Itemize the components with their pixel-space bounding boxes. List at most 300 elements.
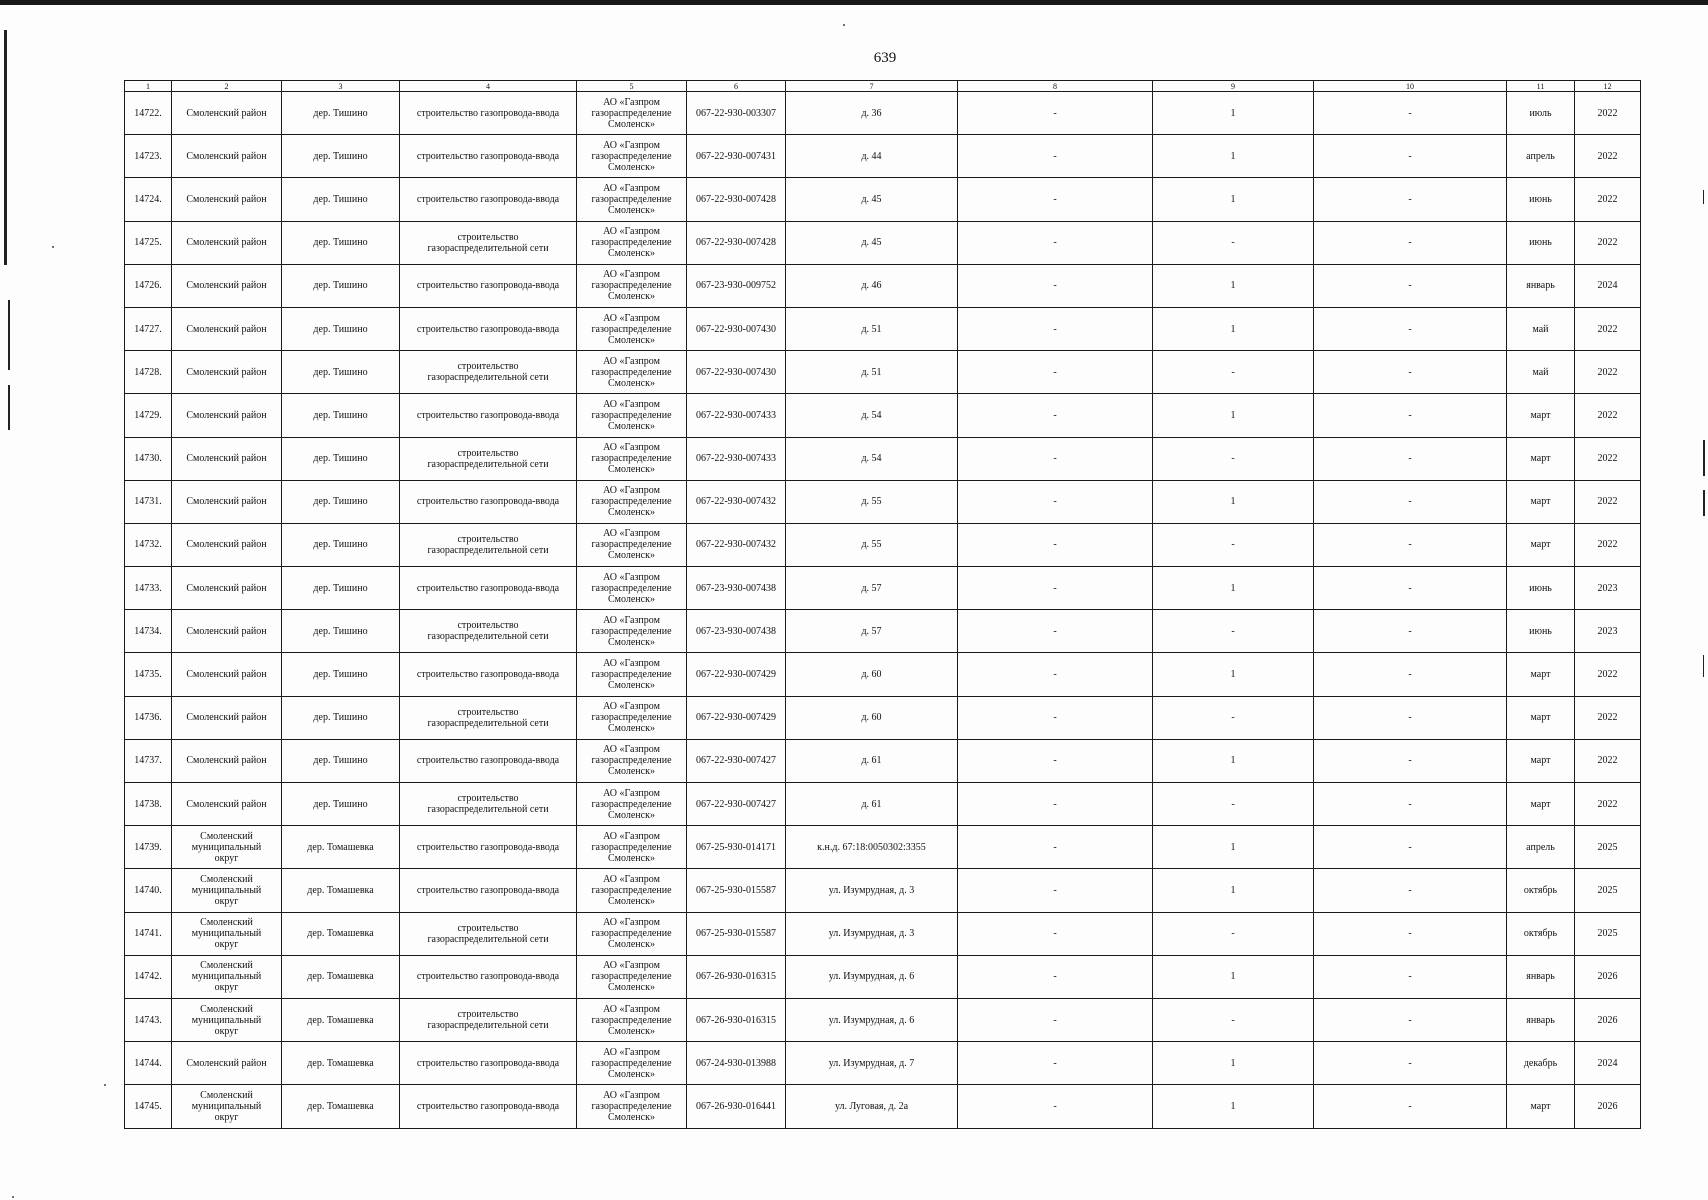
- address-cell: д. 46: [786, 264, 958, 307]
- year-cell: 2024: [1575, 1042, 1641, 1085]
- column-8-cell: -: [958, 437, 1153, 480]
- column-header-5: 5: [577, 81, 687, 92]
- locality-cell: дер. Тишино: [282, 264, 400, 307]
- work-type-cell-line: газораспределительной сети: [427, 933, 549, 945]
- owner-cell: [577, 869, 687, 912]
- column-8-cell: -: [958, 523, 1153, 566]
- row-number-cell: 14728.: [125, 351, 172, 394]
- owner-cell: [577, 221, 687, 264]
- scan-speck: [104, 1084, 106, 1086]
- column-10-cell: -: [1314, 135, 1507, 178]
- work-type-cell: [400, 912, 577, 955]
- owner-cell-line: АО «Газпром: [603, 744, 660, 756]
- address-cell: д. 44: [786, 135, 958, 178]
- work-type-cell: строительство газопровода-ввода: [400, 135, 577, 178]
- column-9-cell: -: [1153, 696, 1314, 739]
- month-cell: март: [1507, 696, 1575, 739]
- table-row: [125, 826, 1641, 869]
- table-row: [125, 869, 1641, 912]
- month-cell: июль: [1507, 92, 1575, 135]
- owner-cell-line: Смоленск»: [608, 982, 655, 994]
- owner-cell-line: Смоленск»: [608, 291, 655, 303]
- row-number-cell: 14731.: [125, 480, 172, 523]
- work-type-cell-line: строительство: [457, 793, 519, 805]
- locality-cell: дер. Тишино: [282, 307, 400, 350]
- locality-cell: дер. Томашевка: [282, 955, 400, 998]
- owner-cell-line: газораспределение: [591, 798, 672, 810]
- row-number-cell: 14742.: [125, 955, 172, 998]
- owner-cell-line: Смоленск»: [608, 1068, 655, 1080]
- owner-cell-line: газораспределение: [591, 150, 672, 162]
- table-row: [125, 264, 1641, 307]
- registration-code-cell: 067-23-930-007438: [687, 610, 786, 653]
- column-8-cell: -: [958, 178, 1153, 221]
- month-cell: октябрь: [1507, 869, 1575, 912]
- year-cell: 2022: [1575, 221, 1641, 264]
- month-cell: май: [1507, 307, 1575, 350]
- scan-margin-mark: [4, 30, 7, 265]
- owner-cell-line: АО «Газпром: [603, 355, 660, 367]
- address-cell: д. 57: [786, 567, 958, 610]
- row-number-cell: 14729.: [125, 394, 172, 437]
- table-row: [125, 480, 1641, 523]
- row-number-cell: 14739.: [125, 826, 172, 869]
- work-type-cell: [400, 351, 577, 394]
- owner-cell-line: газораспределение: [591, 193, 672, 205]
- owner-cell-line: газораспределение: [591, 928, 672, 940]
- year-cell: 2022: [1575, 739, 1641, 782]
- row-number-cell: 14735.: [125, 653, 172, 696]
- owner-cell: [577, 523, 687, 566]
- owner-cell-line: Смоленск»: [608, 723, 655, 735]
- column-8-cell: -: [958, 826, 1153, 869]
- registration-code-cell: 067-22-930-007430: [687, 307, 786, 350]
- owner-cell-line: АО «Газпром: [603, 528, 660, 540]
- owner-cell-line: газораспределение: [591, 755, 672, 767]
- owner-cell: [577, 783, 687, 826]
- column-10-cell: -: [1314, 653, 1507, 696]
- column-10-cell: -: [1314, 264, 1507, 307]
- owner-cell-line: Смоленск»: [608, 852, 655, 864]
- registration-code-cell: 067-26-930-016315: [687, 955, 786, 998]
- work-type-cell-line: газораспределительной сети: [427, 717, 549, 729]
- owner-cell: [577, 437, 687, 480]
- address-cell: ул. Изумрудная, д. 6: [786, 955, 958, 998]
- column-header-7: 7: [786, 81, 958, 92]
- owner-cell-line: Смоленск»: [608, 377, 655, 389]
- year-cell: 2022: [1575, 783, 1641, 826]
- owner-cell-line: Смоленск»: [608, 550, 655, 562]
- year-cell: 2022: [1575, 394, 1641, 437]
- district-cell-line: округ: [214, 895, 239, 907]
- work-type-cell-line: газораспределительной сети: [427, 631, 549, 643]
- table-row: [125, 351, 1641, 394]
- column-9-cell: 1: [1153, 264, 1314, 307]
- year-cell: 2024: [1575, 264, 1641, 307]
- work-type-cell: строительство газопровода-ввода: [400, 1085, 577, 1128]
- year-cell: 2023: [1575, 610, 1641, 653]
- column-8-cell: -: [958, 739, 1153, 782]
- owner-cell-line: газораспределение: [591, 669, 672, 681]
- owner-cell-line: АО «Газпром: [603, 658, 660, 670]
- owner-cell-line: Смоленск»: [608, 161, 655, 173]
- district-cell: Смоленский район: [172, 307, 282, 350]
- table-row: [125, 1085, 1641, 1128]
- work-type-cell: строительство газопровода-ввода: [400, 739, 577, 782]
- owner-cell-line: АО «Газпром: [603, 830, 660, 842]
- owner-cell: [577, 955, 687, 998]
- district-cell-line: Смоленский: [200, 1003, 253, 1015]
- district-cell: Смоленский район: [172, 135, 282, 178]
- owner-cell-line: газораспределение: [591, 237, 672, 249]
- column-8-cell: -: [958, 264, 1153, 307]
- locality-cell: дер. Томашевка: [282, 912, 400, 955]
- registration-code-cell: 067-26-930-016315: [687, 998, 786, 1041]
- month-cell: март: [1507, 394, 1575, 437]
- owner-cell-line: АО «Газпром: [603, 226, 660, 238]
- row-number-cell: 14724.: [125, 178, 172, 221]
- work-type-cell: строительство газопровода-ввода: [400, 394, 577, 437]
- owner-cell-line: газораспределение: [591, 107, 672, 119]
- scan-margin-mark: [1703, 490, 1705, 516]
- scan-margin-mark: [8, 300, 10, 370]
- address-cell: ул. Луговая, д. 2а: [786, 1085, 958, 1128]
- registration-code-cell: 067-25-930-015587: [687, 869, 786, 912]
- column-8-cell: -: [958, 307, 1153, 350]
- column-9-cell: 1: [1153, 869, 1314, 912]
- column-9-cell: 1: [1153, 394, 1314, 437]
- year-cell: 2022: [1575, 653, 1641, 696]
- district-cell-line: Смоленский: [200, 960, 253, 972]
- column-8-cell: -: [958, 696, 1153, 739]
- district-cell: Смоленский район: [172, 394, 282, 437]
- year-cell: 2022: [1575, 351, 1641, 394]
- owner-cell-line: АО «Газпром: [603, 1089, 660, 1101]
- district-cell: [172, 955, 282, 998]
- owner-cell-line: АО «Газпром: [603, 1003, 660, 1015]
- month-cell: январь: [1507, 264, 1575, 307]
- month-cell: март: [1507, 1085, 1575, 1128]
- column-10-cell: -: [1314, 178, 1507, 221]
- column-10-cell: -: [1314, 567, 1507, 610]
- work-type-cell-line: газораспределительной сети: [427, 242, 549, 254]
- column-9-cell: -: [1153, 437, 1314, 480]
- year-cell: 2022: [1575, 307, 1641, 350]
- column-8-cell: -: [958, 567, 1153, 610]
- owner-cell: [577, 351, 687, 394]
- owner-cell-line: Смоленск»: [608, 1025, 655, 1037]
- locality-cell: дер. Тишино: [282, 523, 400, 566]
- registration-code-cell: 067-22-930-003307: [687, 92, 786, 135]
- year-cell: 2022: [1575, 135, 1641, 178]
- owner-cell: [577, 739, 687, 782]
- district-cell: [172, 826, 282, 869]
- address-cell: ул. Изумрудная, д. 6: [786, 998, 958, 1041]
- column-8-cell: -: [958, 135, 1153, 178]
- locality-cell: дер. Тишино: [282, 610, 400, 653]
- owner-cell: [577, 92, 687, 135]
- owner-cell-line: Смоленск»: [608, 636, 655, 648]
- registration-code-cell: 067-22-930-007427: [687, 783, 786, 826]
- top-scan-rule: [0, 0, 1708, 5]
- owner-cell: [577, 178, 687, 221]
- address-cell: д. 57: [786, 610, 958, 653]
- address-cell: д. 51: [786, 307, 958, 350]
- owner-cell-line: газораспределение: [591, 1057, 672, 1069]
- work-type-cell-line: строительство: [457, 361, 519, 373]
- owner-cell-line: газораспределение: [591, 323, 672, 335]
- district-cell-line: муниципальный: [191, 884, 262, 896]
- locality-cell: дер. Тишино: [282, 783, 400, 826]
- district-cell: Смоленский район: [172, 437, 282, 480]
- district-cell-line: округ: [214, 982, 239, 994]
- owner-cell: [577, 135, 687, 178]
- owner-cell: [577, 1042, 687, 1085]
- table-row: [125, 783, 1641, 826]
- address-cell: д. 51: [786, 351, 958, 394]
- page-number: 639: [873, 50, 897, 66]
- owner-cell: [577, 480, 687, 523]
- column-9-cell: 1: [1153, 826, 1314, 869]
- column-9-cell: 1: [1153, 178, 1314, 221]
- address-cell: д. 60: [786, 653, 958, 696]
- month-cell: март: [1507, 739, 1575, 782]
- owner-cell: [577, 264, 687, 307]
- column-header-4: 4: [400, 81, 577, 92]
- work-type-cell: строительство газопровода-ввода: [400, 1042, 577, 1085]
- column-9-cell: 1: [1153, 567, 1314, 610]
- column-9-cell: 1: [1153, 307, 1314, 350]
- row-number-cell: 14741.: [125, 912, 172, 955]
- column-10-cell: -: [1314, 394, 1507, 437]
- locality-cell: дер. Томашевка: [282, 826, 400, 869]
- locality-cell: дер. Томашевка: [282, 1085, 400, 1128]
- column-9-cell: 1: [1153, 92, 1314, 135]
- column-9-cell: -: [1153, 610, 1314, 653]
- column-8-cell: -: [958, 1085, 1153, 1128]
- table-row: [125, 567, 1641, 610]
- district-cell: Смоленский район: [172, 351, 282, 394]
- table-row: [125, 653, 1641, 696]
- column-header-6: 6: [687, 81, 786, 92]
- owner-cell-line: АО «Газпром: [603, 269, 660, 281]
- district-cell: [172, 998, 282, 1041]
- district-cell-line: муниципальный: [191, 971, 262, 983]
- work-type-cell-line: газораспределительной сети: [427, 372, 549, 384]
- year-cell: 2022: [1575, 178, 1641, 221]
- column-10-cell: -: [1314, 437, 1507, 480]
- table-row: [125, 912, 1641, 955]
- row-number-cell: 14737.: [125, 739, 172, 782]
- column-8-cell: -: [958, 610, 1153, 653]
- district-cell: Смоленский район: [172, 739, 282, 782]
- column-10-cell: -: [1314, 826, 1507, 869]
- column-9-cell: 1: [1153, 1085, 1314, 1128]
- column-9-cell: 1: [1153, 480, 1314, 523]
- registration-code-cell: 067-26-930-016441: [687, 1085, 786, 1128]
- locality-cell: дер. Тишино: [282, 437, 400, 480]
- row-number-cell: 14730.: [125, 437, 172, 480]
- owner-cell-line: Смоленск»: [608, 464, 655, 476]
- work-type-cell-line: газораспределительной сети: [427, 544, 549, 556]
- address-cell: к.н.д. 67:18:0050302:3355: [786, 826, 958, 869]
- column-8-cell: -: [958, 1042, 1153, 1085]
- registration-code-cell: 067-22-930-007430: [687, 351, 786, 394]
- owner-cell-line: АО «Газпром: [603, 787, 660, 799]
- district-cell: Смоленский район: [172, 1042, 282, 1085]
- owner-cell-line: Смоленск»: [608, 334, 655, 346]
- column-header-9: 9: [1153, 81, 1314, 92]
- locality-cell: дер. Тишино: [282, 653, 400, 696]
- owner-cell-line: газораспределение: [591, 971, 672, 983]
- address-cell: д. 61: [786, 739, 958, 782]
- column-9-cell: -: [1153, 351, 1314, 394]
- column-9-cell: 1: [1153, 955, 1314, 998]
- scan-margin-mark: [8, 385, 10, 430]
- owner-cell-line: АО «Газпром: [603, 960, 660, 972]
- row-number-cell: 14732.: [125, 523, 172, 566]
- locality-cell: дер. Тишино: [282, 480, 400, 523]
- column-10-cell: -: [1314, 998, 1507, 1041]
- row-number-cell: 14726.: [125, 264, 172, 307]
- month-cell: март: [1507, 480, 1575, 523]
- work-type-cell: [400, 610, 577, 653]
- column-header-11: 11: [1507, 81, 1575, 92]
- column-header-2: 2: [172, 81, 282, 92]
- owner-cell-line: АО «Газпром: [603, 873, 660, 885]
- scan-margin-mark: [1703, 440, 1705, 476]
- registration-code-cell: 067-22-930-007433: [687, 437, 786, 480]
- row-number-cell: 14740.: [125, 869, 172, 912]
- row-number-cell: 14743.: [125, 998, 172, 1041]
- work-type-cell: строительство газопровода-ввода: [400, 92, 577, 135]
- owner-cell-line: газораспределение: [591, 539, 672, 551]
- table-row: [125, 696, 1641, 739]
- district-cell: Смоленский район: [172, 783, 282, 826]
- table-row: [125, 955, 1641, 998]
- column-9-cell: 1: [1153, 1042, 1314, 1085]
- district-cell-line: округ: [214, 1111, 239, 1123]
- registration-code-cell: 067-22-930-007433: [687, 394, 786, 437]
- owner-cell-line: Смоленск»: [608, 1111, 655, 1123]
- column-10-cell: -: [1314, 783, 1507, 826]
- owner-cell-line: газораспределение: [591, 582, 672, 594]
- year-cell: 2022: [1575, 92, 1641, 135]
- owner-cell-line: Смоленск»: [608, 809, 655, 821]
- column-header-8: 8: [958, 81, 1153, 92]
- scan-margin-mark: [1703, 655, 1704, 677]
- owner-cell-line: АО «Газпром: [603, 485, 660, 497]
- scan-speck: [12, 1196, 14, 1198]
- month-cell: апрель: [1507, 826, 1575, 869]
- district-cell: [172, 1085, 282, 1128]
- owner-cell-line: Смоленск»: [608, 204, 655, 216]
- column-10-cell: -: [1314, 739, 1507, 782]
- year-cell: 2022: [1575, 480, 1641, 523]
- work-type-cell: строительство газопровода-ввода: [400, 307, 577, 350]
- work-type-cell: строительство газопровода-ввода: [400, 869, 577, 912]
- registration-code-cell: 067-22-930-007432: [687, 480, 786, 523]
- year-cell: 2026: [1575, 1085, 1641, 1128]
- owner-cell-line: АО «Газпром: [603, 182, 660, 194]
- table-row: [125, 92, 1641, 135]
- district-cell-line: Смоленский: [200, 1089, 253, 1101]
- column-9-cell: 1: [1153, 653, 1314, 696]
- owner-cell-line: газораспределение: [591, 366, 672, 378]
- register-table: [124, 80, 1641, 1129]
- column-header-12: 12: [1575, 81, 1641, 92]
- row-number-cell: 14734.: [125, 610, 172, 653]
- year-cell: 2025: [1575, 869, 1641, 912]
- column-9-cell: 1: [1153, 739, 1314, 782]
- address-cell: д. 54: [786, 437, 958, 480]
- column-8-cell: -: [958, 221, 1153, 264]
- month-cell: декабрь: [1507, 1042, 1575, 1085]
- locality-cell: дер. Тишино: [282, 739, 400, 782]
- work-type-cell-line: газораспределительной сети: [427, 804, 549, 816]
- row-number-cell: 14745.: [125, 1085, 172, 1128]
- table-row: [125, 610, 1641, 653]
- table-row: [125, 739, 1641, 782]
- owner-cell-line: АО «Газпром: [603, 139, 660, 151]
- work-type-cell: строительство газопровода-ввода: [400, 826, 577, 869]
- registration-code-cell: 067-22-930-007428: [687, 178, 786, 221]
- work-type-cell-line: строительство: [457, 922, 519, 934]
- scan-speck: [843, 24, 845, 26]
- owner-cell-line: газораспределение: [591, 409, 672, 421]
- work-type-cell-line: строительство: [457, 447, 519, 459]
- owner-cell-line: АО «Газпром: [603, 398, 660, 410]
- registration-code-cell: 067-24-930-013988: [687, 1042, 786, 1085]
- owner-cell: [577, 653, 687, 696]
- column-10-cell: -: [1314, 221, 1507, 264]
- registration-code-cell: 067-22-930-007427: [687, 739, 786, 782]
- locality-cell: дер. Тишино: [282, 351, 400, 394]
- registration-code-cell: 067-22-930-007429: [687, 696, 786, 739]
- district-cell-line: округ: [214, 1025, 239, 1037]
- work-type-cell-line: строительство: [457, 620, 519, 632]
- year-cell: 2025: [1575, 826, 1641, 869]
- column-header-10: 10: [1314, 81, 1507, 92]
- work-type-cell-line: газораспределительной сети: [427, 458, 549, 470]
- work-type-cell: [400, 998, 577, 1041]
- table-row: [125, 178, 1641, 221]
- address-cell: ул. Изумрудная, д. 7: [786, 1042, 958, 1085]
- address-cell: ул. Изумрудная, д. 3: [786, 869, 958, 912]
- work-type-cell: строительство газопровода-ввода: [400, 567, 577, 610]
- row-number-cell: 14744.: [125, 1042, 172, 1085]
- column-9-cell: -: [1153, 998, 1314, 1041]
- month-cell: май: [1507, 351, 1575, 394]
- owner-cell-line: газораспределение: [591, 841, 672, 853]
- district-cell-line: Смоленский: [200, 873, 253, 885]
- month-cell: март: [1507, 653, 1575, 696]
- table-row: [125, 221, 1641, 264]
- column-number-header: [125, 81, 1641, 92]
- table-row: [125, 998, 1641, 1041]
- locality-cell: дер. Томашевка: [282, 998, 400, 1041]
- registration-code-cell: 067-22-930-007432: [687, 523, 786, 566]
- work-type-cell: строительство газопровода-ввода: [400, 264, 577, 307]
- district-cell-line: муниципальный: [191, 928, 262, 940]
- locality-cell: дер. Тишино: [282, 221, 400, 264]
- registration-code-cell: 067-23-930-007438: [687, 567, 786, 610]
- month-cell: октябрь: [1507, 912, 1575, 955]
- district-cell: [172, 869, 282, 912]
- table-row: [125, 523, 1641, 566]
- row-number-cell: 14723.: [125, 135, 172, 178]
- column-10-cell: -: [1314, 1042, 1507, 1085]
